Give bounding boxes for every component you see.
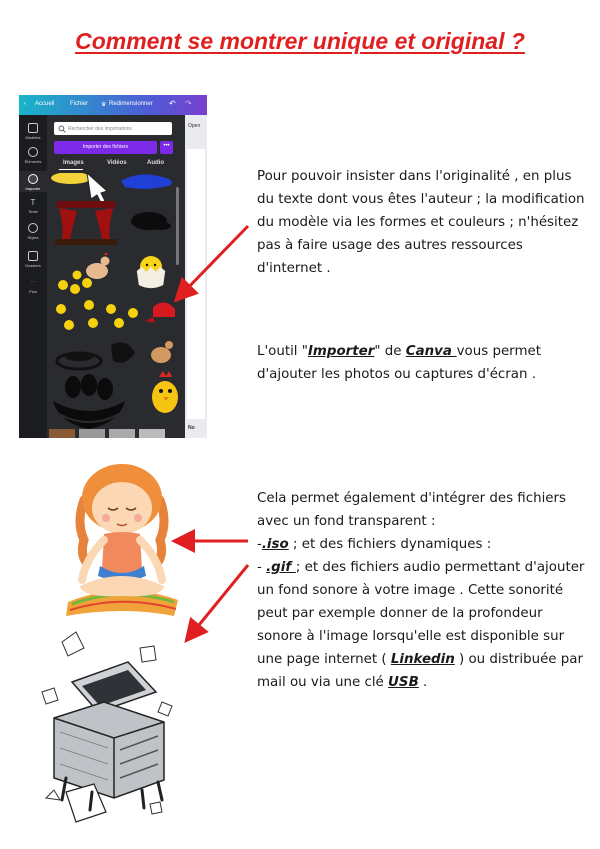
crown-icon: ♛ <box>101 102 107 108</box>
uploads-search-input[interactable]: Rechercher des importations <box>54 122 172 135</box>
thumb-photo-3[interactable] <box>109 429 135 438</box>
home-link[interactable]: Accueil <box>35 101 55 107</box>
thumb-black-nest[interactable] <box>53 374 125 429</box>
back-chevron-icon[interactable]: ‹ <box>24 101 26 107</box>
thumb-yellow-chick[interactable] <box>152 371 178 413</box>
more-icon: ··· <box>31 279 35 284</box>
arrow-to-printer <box>190 565 248 636</box>
meditating-girl-illustration <box>62 462 182 618</box>
keyword-linkedin: Linkedin <box>390 652 455 667</box>
uploads-scrollbar[interactable] <box>176 187 179 265</box>
keyword-iso: .iso <box>261 537 289 552</box>
exploding-printer-illustration <box>32 622 182 832</box>
file-menu[interactable]: Fichier <box>70 101 89 107</box>
undo-icon[interactable]: ↶ <box>169 99 176 108</box>
rail-item-elements[interactable]: Éléments <box>19 147 47 164</box>
canva-screenshot <box>19 95 207 438</box>
canvas-page <box>187 149 205 419</box>
templates-icon <box>28 123 38 133</box>
thumb-little-chicks[interactable] <box>56 300 138 330</box>
thumb-black-cap[interactable] <box>131 212 171 230</box>
rail-item-text[interactable]: T Texte <box>28 198 38 214</box>
import-files-button[interactable]: Importer des fichiers <box>54 141 157 154</box>
thumb-red-curtain[interactable] <box>55 201 117 245</box>
canva-canvas-area <box>185 115 207 438</box>
rail-item-folders[interactable]: Dossiers <box>19 251 47 268</box>
search-icon <box>58 125 66 133</box>
canvas-footer-label: No <box>188 425 195 431</box>
tab-audio[interactable]: Audio <box>147 160 164 166</box>
canva-side-rail <box>19 115 47 438</box>
rail-item-templates[interactable]: Modèles <box>19 123 47 140</box>
active-tab-indicator <box>59 169 83 170</box>
paragraph-originality: Pour pouvoir insister dans l'originalité , en plus du texte dont vous êtes l'auteur ; la modification du modèle via les formes et couleurs ; n'hésitez pas à faire usage des autres ressources d'internet . <box>257 169 585 276</box>
folder-icon <box>28 251 38 261</box>
tab-images[interactable]: Images <box>63 160 84 166</box>
uploads-grid <box>49 173 181 438</box>
import-more-button[interactable]: ••• <box>160 141 173 154</box>
thumb-nest-hen[interactable] <box>57 341 173 369</box>
thumb-chick-in-egg[interactable] <box>137 256 165 288</box>
rail-item-styles[interactable]: Styles <box>19 223 47 240</box>
rail-item-uploads[interactable]: Importer <box>19 171 47 192</box>
thumb-photo-2[interactable] <box>79 429 105 438</box>
thumb-red-cap[interactable] <box>145 302 175 323</box>
text-icon: T <box>30 198 36 207</box>
page-title: Comment se montrer unique et original ? <box>75 28 525 54</box>
redo-icon[interactable]: ↷ <box>185 99 192 108</box>
thumb-photo-4[interactable] <box>139 429 165 438</box>
cloud-upload-icon <box>28 174 38 184</box>
thumb-blue-hat[interactable] <box>121 174 172 189</box>
tab-videos[interactable]: Vidéos <box>107 160 127 166</box>
rail-item-more[interactable]: ··· Plus <box>29 279 37 294</box>
canva-topbar <box>19 95 207 115</box>
canvas-open-label: Open <box>188 123 201 129</box>
palette-icon <box>28 223 38 233</box>
keyword-canva: Canva <box>405 344 457 359</box>
keyword-gif: .gif <box>266 560 296 575</box>
keyword-importer: Importer <box>307 344 375 359</box>
resize-menu[interactable]: Redimensionner <box>109 101 153 107</box>
elements-icon <box>28 147 38 157</box>
paragraph-file-types: Cela permet également d'intégrer des fichiers avec un fond transparent : -.iso ; et des fichiers dynamiques : - .gif ; et des fichiers audio permettant d'ajouter un fond sonore à votre image . Cette sonorité peut par exemple donner de la profondeur sonore à l'image lorsqu'elle est disponible sur une page internet ( Linkedin ) ou distribuée par mail ou via une clé USB . <box>257 491 585 690</box>
keyword-usb: USB <box>388 675 419 690</box>
paragraph-import-tool: L'outil "Importer" de Canva vous permet d'ajouter les photos ou captures d'écran . <box>257 344 541 382</box>
thumb-chicks-cursor[interactable] <box>51 173 107 203</box>
thumb-chicks-and-hen[interactable] <box>58 252 110 294</box>
thumb-photo-1[interactable] <box>49 429 75 438</box>
